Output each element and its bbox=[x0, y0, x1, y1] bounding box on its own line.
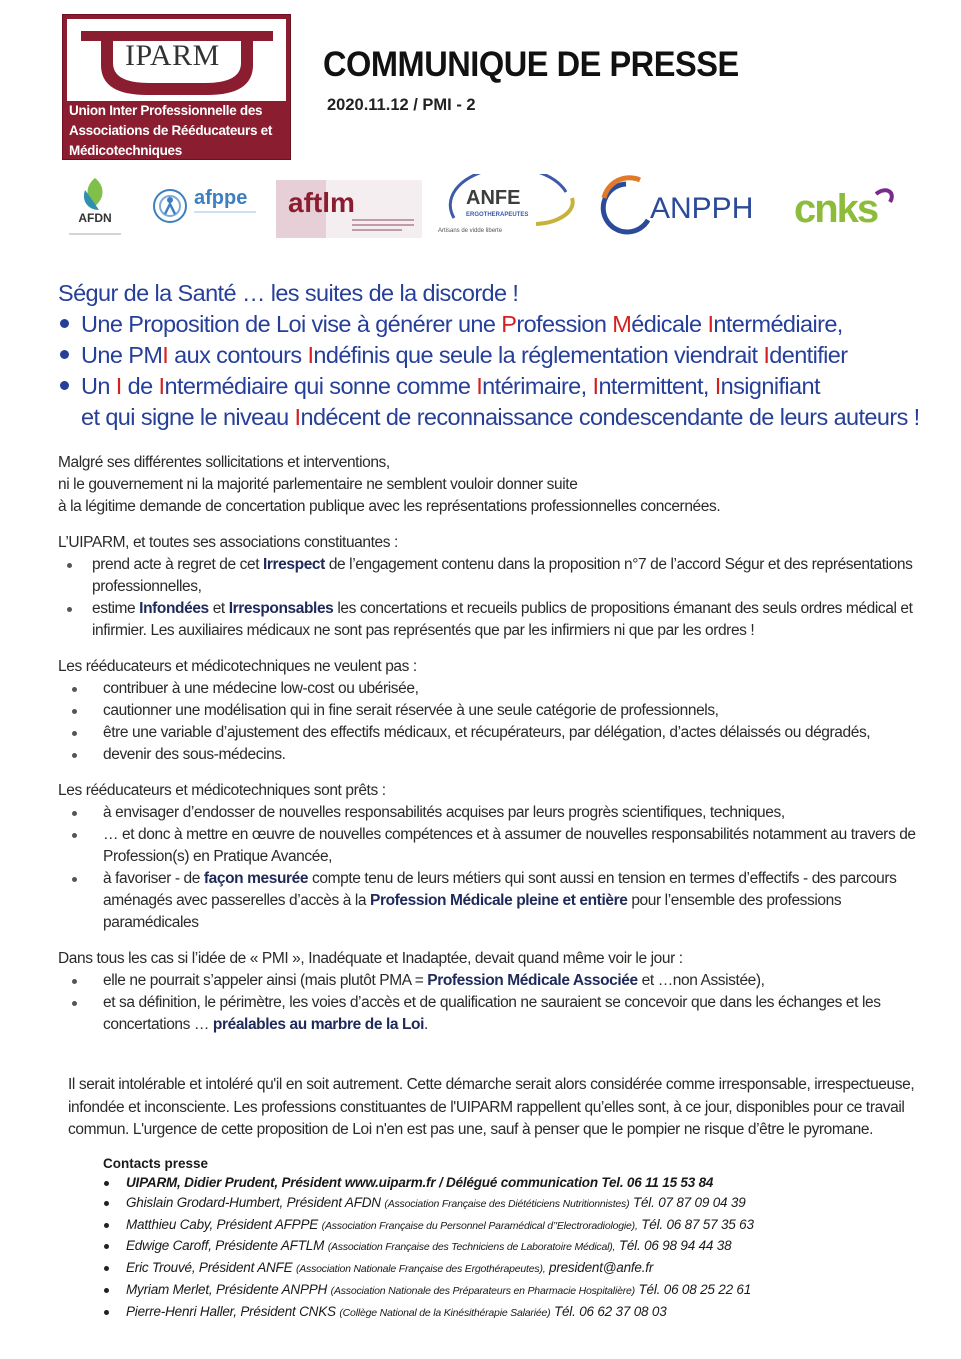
list-item: à envisager d’endosser de nouvelles responsabilités acquises par leurs progrès scientifiques, techniques, bbox=[58, 802, 918, 824]
headline-bullet-3: Un I de Intermédiaire qui sonne comme Intérimaire, Intermittent, Insignifiant bbox=[58, 371, 938, 402]
intro-paragraph: Malgré ses différentes sollicitations et interventions, ni le gouvernement ni la majorité parlementaire ne semblent vouloir donner suite à la légitime demande de concertation publique avec les représentations professionnelles concernées. bbox=[58, 454, 721, 515]
contact-item: Ghislain Grodard-Humbert, Président AFDN (Association Française des Diététiciens Nutritionnistes) Tél. 07 87 09 04 39 bbox=[103, 1193, 933, 1215]
section2-lead: Les rééducateurs et médicotechniques ne veulent pas : bbox=[58, 658, 417, 675]
anfe-logo bbox=[436, 174, 578, 236]
section3-lead: Les rééducateurs et médicotechniques sont prêts : bbox=[58, 782, 386, 799]
afppe-logo bbox=[150, 180, 262, 230]
anfe-text: ANFE bbox=[466, 187, 521, 209]
logo-subtitle: Union Inter Professionnelle des Associations de Rééducateurs et Médicotechniques bbox=[69, 103, 273, 158]
press-reference: 2020.11.12 / PMI - 2 bbox=[327, 96, 476, 114]
uiparm-logo bbox=[62, 14, 291, 160]
contact-item: Myriam Merlet, Présidente ANPPH (Association Nationale des Préparateurs en Pharmacie Hospitalière) Tél. 06 08 25 22 61 bbox=[103, 1280, 933, 1302]
list-item: être une variable d’ajustement des effectifs médicaux, et récupérateurs, par délégation, d’actes délaissés ou dégradés, bbox=[58, 722, 918, 744]
afdn-text: AFDN bbox=[78, 211, 112, 225]
aftlm-text: aftlm bbox=[288, 187, 355, 218]
list-item: prend acte à regret de cet Irrespect de l’engagement contenu dans la proposition n°7 de l’accord Ségur et des représentations professionnelles, bbox=[58, 554, 918, 598]
headline-bullet-2: Une PMI aux contours Indéfinis que seule la réglementation viendrait Identifier bbox=[58, 340, 938, 371]
contacts-list bbox=[103, 1173, 933, 1324]
list-item: et sa définition, le périmètre, les voies d’accès et de qualification ne sauraient se concevoir que dans les échanges et les concertations … préalables au marbre de la Loi. bbox=[58, 992, 918, 1036]
headline-title: Ségur de la Santé … les suites de la discorde ! bbox=[58, 280, 519, 306]
section4-list bbox=[58, 970, 918, 1036]
list-item: devenir des sous-médecins. bbox=[58, 744, 918, 766]
page-title: COMMUNIQUE DE PRESSE bbox=[323, 45, 739, 84]
section1-list bbox=[58, 554, 918, 642]
list-item: elle ne pourrait s’appeler ainsi (mais plutôt PMA = Profession Médicale Associée et …non Assistée), bbox=[58, 970, 918, 992]
afdn-logo bbox=[55, 172, 135, 240]
list-item: contribuer à une médecine low-cost ou ubérisée, bbox=[58, 678, 918, 700]
contact-item: Pierre-Henri Haller, Président CNKS (Collège National de la Kinésithérapie Salariée) Tél. 06 62 37 08 03 bbox=[103, 1302, 933, 1324]
contact-item: UIPARM, Didier Prudent, Président www.uiparm.fr / Délégué communication Tel. 06 11 15 53 84 bbox=[103, 1173, 933, 1193]
contacts-title: Contacts presse bbox=[103, 1156, 209, 1171]
anpph-logo bbox=[596, 174, 788, 236]
aftlm-logo bbox=[276, 180, 422, 238]
list-item: estime Infondées et Irresponsables les concertations et recueils publics de propositions émanant des seuls ordres médical et infirmier. Les auxiliaires médicaux ne sont pas représentés que par les infirmiers ni que par les ordres ! bbox=[58, 598, 918, 642]
contact-item: Matthieu Caby, Président AFPPE (Association Française du Personnel Paramédical d’'Electroradiologie), Tél. 06 87 57 35 63 bbox=[103, 1215, 933, 1237]
logo-text: IPARM bbox=[125, 39, 220, 72]
anfe-subtext: ERGOTHERAPEUTES bbox=[466, 212, 529, 218]
section1-lead: L’UIPARM, et toutes ses associations constituantes : bbox=[58, 534, 398, 551]
section4-lead: Dans tous les cas si l’idée de « PMI », Inadéquate et Inadaptée, devait quand même voir le jour : bbox=[58, 950, 683, 967]
cnks-text: cnks bbox=[794, 187, 878, 231]
list-item: à favoriser - de façon mesurée compte tenu de leurs métiers qui sont aussi en tension en termes d’effectifs - des parcours aménagés avec passerelles d’accès à la Profession Médicale pleine et entière pour l’ensemble des professions paramédicales bbox=[58, 868, 918, 934]
anpph-text: ANPPH bbox=[650, 192, 754, 225]
headline-bullet-1: Une Proposition de Loi vise à générer une Profession Médicale Intermédiaire, bbox=[58, 309, 938, 340]
press-contacts bbox=[103, 1156, 933, 1324]
anfe-tagline: Artisans de vidde liberte bbox=[438, 228, 503, 234]
contact-item: Edwige Caroff, Présidente AFTLM (Association Française des Techniciens de Laboratoire Médical), Tél. 06 98 94 44 38 bbox=[103, 1236, 933, 1258]
list-item: cautionner une modélisation qui in fine serait réservée à une seule catégorie de professionnels, bbox=[58, 700, 918, 722]
headline-bullet-3-cont: et qui signe le niveau Indécent de reconnaissance condescendante de leurs auteurs ! bbox=[81, 404, 920, 430]
section3-list bbox=[58, 802, 918, 934]
section2-list bbox=[58, 678, 918, 766]
closing-paragraph: Il serait intolérable et intoléré qu'il en soit autrement. Cette démarche serait alors considérée comme irresponsable, irrespectueuse, infondée et inconsciente. Les professions constituantes de l'UIPARM rappellent qu’elles sont, à ce jour, disponibles pour ce travail commun. L'urgence de cette proposition de Loi n'en est pas une, sauf à penser que le pompier ne risque d’être le pyromane. bbox=[68, 1076, 915, 1138]
contact-item: Eric Trouvé, Président ANFE (Association Nationale Française des Ergothérapeutes), president@anfe.fr bbox=[103, 1258, 933, 1280]
cnks-logo bbox=[792, 182, 912, 236]
headline-block bbox=[58, 278, 938, 433]
body-text bbox=[58, 452, 918, 1050]
list-item: … et donc à mettre en œuvre de nouvelles compétences et à assumer de nouvelles responsabilités notamment au travers de Profession(s) en Pratique Avancée, bbox=[58, 824, 918, 868]
afppe-text: afppe bbox=[194, 187, 248, 209]
